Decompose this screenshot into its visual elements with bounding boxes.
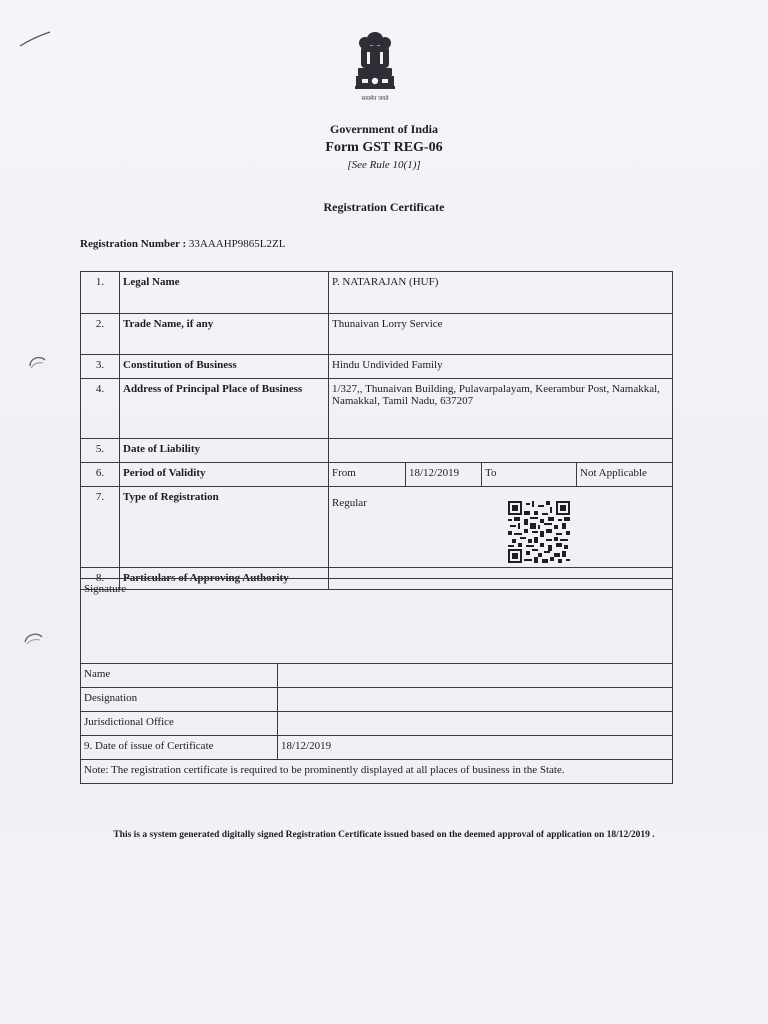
row-number: 4. — [81, 379, 120, 439]
registration-details-table — [80, 271, 673, 590]
field-value — [329, 487, 673, 568]
table-row — [81, 712, 673, 736]
registration-number-label: Registration Number : — [80, 238, 187, 250]
table-row — [81, 760, 673, 784]
jurisdiction-label: Jurisdictional Office — [81, 712, 278, 736]
field-value: 1/327,, Thunaivan Building, Pulavarpalayam, Keerambur Post, Namakkal, Namakkal, Tamil Nadu, 637207 — [329, 379, 673, 439]
system-generated-notice: This is a system generated digitally signed Registration Certificate issued based on the deemed approval of application on 18/12/2019 . — [113, 830, 655, 840]
issue-date-label: 9. Date of issue of Certificate — [81, 736, 278, 760]
row-number: 8. — [81, 568, 120, 590]
designation-value — [278, 688, 673, 712]
table-row — [81, 439, 673, 463]
field-label: Date of Liability — [120, 439, 329, 463]
punch-hole-icon — [22, 628, 44, 650]
validity-from-label: From — [329, 463, 406, 487]
pen-stroke-mark — [18, 30, 52, 48]
jurisdiction-value — [278, 712, 673, 736]
national-emblem-icon — [350, 28, 400, 104]
table-row — [81, 579, 673, 664]
approving-authority-table — [80, 578, 673, 784]
row-number: 5. — [81, 439, 120, 463]
table-row — [81, 736, 673, 760]
field-label: Type of Registration — [120, 487, 329, 568]
signature-cell: Signature — [81, 579, 673, 664]
registration-number-line — [80, 238, 285, 250]
field-label: Constitution of Business — [120, 355, 329, 379]
designation-label: Designation — [81, 688, 278, 712]
table-row — [81, 463, 673, 487]
row-number: 3. — [81, 355, 120, 379]
issue-date-value: 18/12/2019 — [278, 736, 673, 760]
field-label: Period of Validity — [120, 463, 329, 487]
government-heading: Government of India — [330, 122, 438, 136]
field-value: Thunaivan Lorry Service — [329, 314, 673, 355]
row-number: 6. — [81, 463, 120, 487]
row-number: 2. — [81, 314, 120, 355]
validity-to-label: To — [482, 463, 577, 487]
field-value: Hindu Undivided Family — [329, 355, 673, 379]
qr-code-icon — [508, 501, 570, 563]
display-note: Note: The registration certificate is required to be prominently displayed at all places of business in the State. — [81, 760, 673, 784]
table-row — [81, 664, 673, 688]
field-value — [329, 439, 673, 463]
validity-to-value: Not Applicable — [577, 463, 673, 487]
table-row — [81, 688, 673, 712]
field-label: Legal Name — [120, 272, 329, 314]
validity-from-value: 18/12/2019 — [406, 463, 482, 487]
form-number-heading: Form GST REG-06 — [325, 140, 443, 155]
name-label: Name — [81, 664, 278, 688]
table-row — [81, 487, 673, 568]
table-row — [81, 355, 673, 379]
field-label: Trade Name, if any — [120, 314, 329, 355]
row-number: 1. — [81, 272, 120, 314]
table-row — [81, 314, 673, 355]
table-row — [81, 379, 673, 439]
name-value — [278, 664, 673, 688]
field-label: Particulars of Approving Authority — [120, 568, 329, 590]
rule-reference: [See Rule 10(1)] — [347, 159, 421, 171]
registration-number-value: 33AAAHP9865L2ZL — [188, 238, 286, 250]
field-value: P. NATARAJAN (HUF) — [329, 272, 673, 314]
certificate-title: Registration Certificate — [323, 200, 445, 214]
field-label: Address of Principal Place of Business — [120, 379, 329, 439]
row-number: 7. — [81, 487, 120, 568]
punch-hole-icon — [26, 352, 48, 374]
registration-type-value: Regular — [332, 497, 367, 509]
table-row — [81, 272, 673, 314]
emblem-motto: सत्यमेव जयते — [361, 96, 389, 102]
